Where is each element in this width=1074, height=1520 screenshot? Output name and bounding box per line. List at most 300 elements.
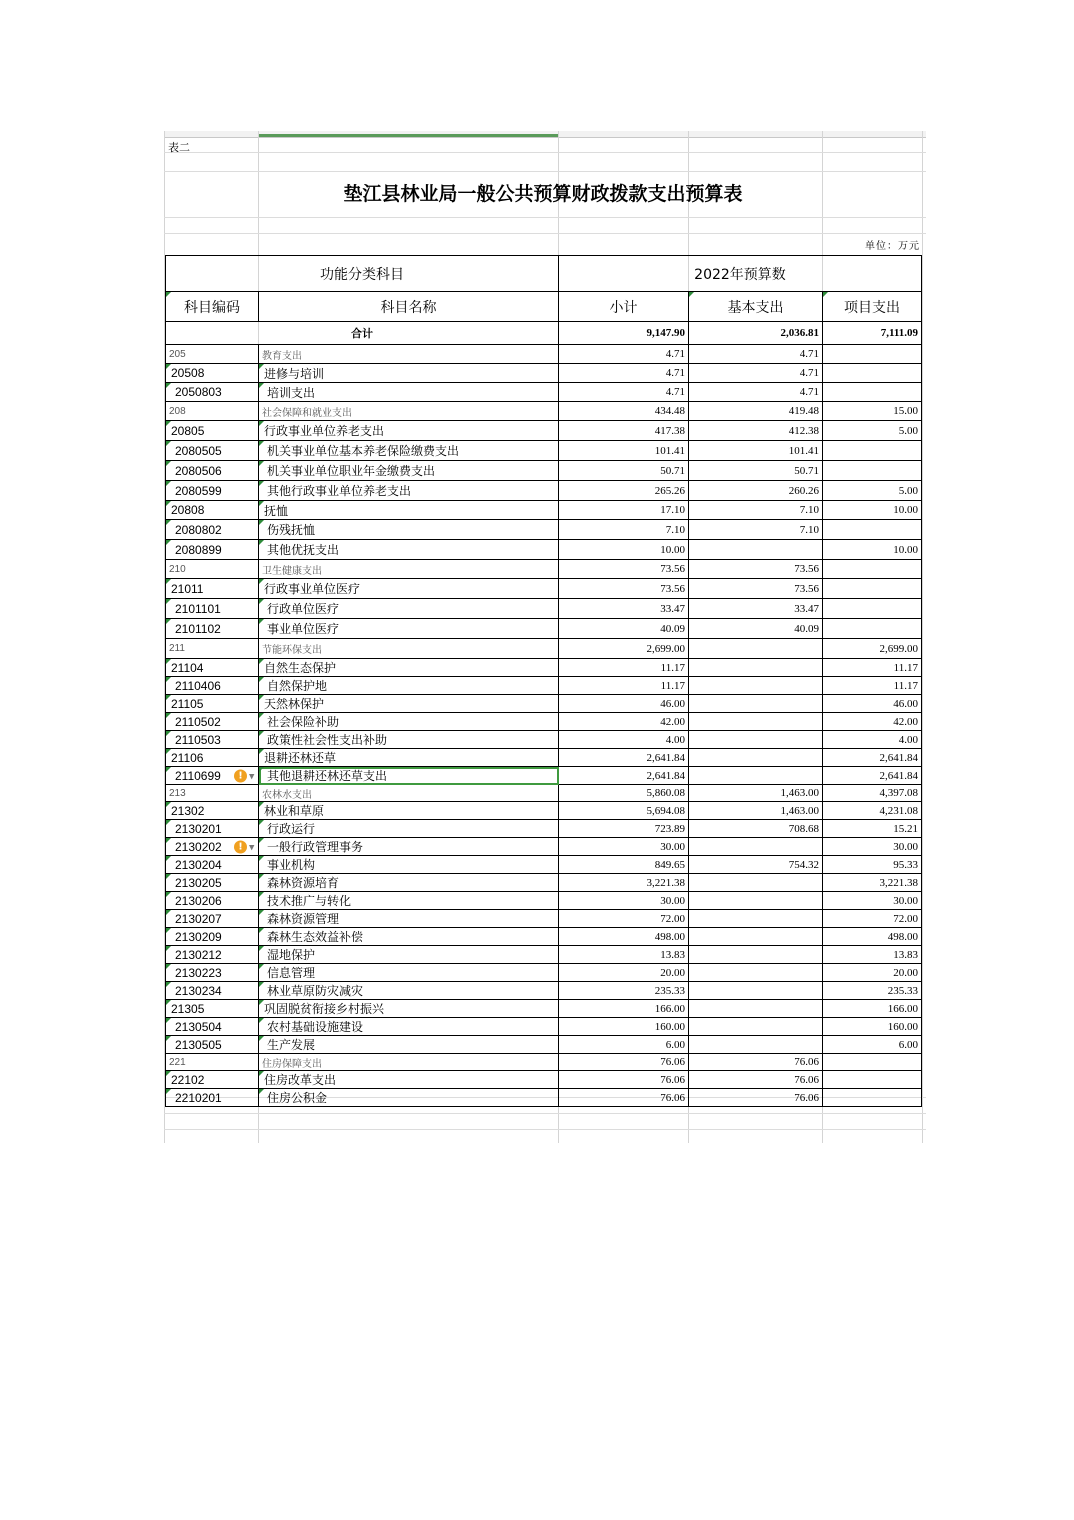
row-name[interactable] (259, 785, 559, 802)
row-code[interactable] (166, 520, 259, 540)
row-code[interactable] (166, 677, 259, 695)
row-code[interactable] (166, 1089, 259, 1107)
table-row[interactable] (166, 659, 922, 677)
gridline (922, 131, 923, 1143)
row-subtotal[interactable]: 434.48 (559, 402, 689, 421)
row-code[interactable] (166, 695, 259, 713)
row-project[interactable] (823, 579, 922, 599)
table-row[interactable] (166, 579, 922, 599)
row-project[interactable]: 6.00 (823, 1036, 922, 1054)
row-subtotal[interactable]: 723.89 (559, 820, 689, 838)
row-code[interactable] (166, 421, 259, 441)
row-name[interactable] (259, 639, 559, 659)
row-basic[interactable] (689, 639, 823, 659)
text-format-indicator (166, 767, 171, 772)
row-project[interactable]: 13.83 (823, 946, 922, 964)
row-project[interactable]: 235.33 (823, 982, 922, 1000)
row-name[interactable] (259, 1071, 559, 1089)
table-row[interactable] (166, 481, 922, 501)
row-name[interactable] (259, 713, 559, 731)
row-basic[interactable] (689, 767, 823, 785)
row-basic[interactable] (689, 731, 823, 749)
chevron-down-icon[interactable]: ▼ (249, 843, 255, 851)
row-project[interactable]: 166.00 (823, 1000, 922, 1018)
total-label: 合计 (166, 322, 559, 345)
row-code[interactable] (166, 481, 259, 501)
row-code-text: 21305 (171, 1001, 205, 1016)
row-basic[interactable] (689, 659, 823, 677)
row-basic[interactable]: 4.71 (689, 383, 823, 402)
text-format-indicator (259, 1071, 264, 1076)
row-project[interactable]: 160.00 (823, 1018, 922, 1036)
row-subtotal[interactable]: 40.09 (559, 619, 689, 639)
warning-icon[interactable] (234, 769, 256, 782)
row-project[interactable] (823, 1054, 922, 1071)
table-row[interactable] (166, 441, 922, 461)
row-basic[interactable] (689, 946, 823, 964)
row-basic[interactable]: 4.71 (689, 364, 823, 383)
row-name-text: 行政单位医疗 (267, 602, 340, 616)
row-subtotal[interactable]: 7.10 (559, 520, 689, 540)
row-subtotal[interactable]: 11.17 (559, 659, 689, 677)
row-name-text: 生产发展 (267, 1038, 316, 1052)
row-project[interactable]: 3,221.38 (823, 874, 922, 892)
row-basic[interactable]: 33.47 (689, 599, 823, 619)
text-format-indicator (259, 874, 264, 879)
total-basic: 2,036.81 (689, 322, 823, 345)
row-subtotal[interactable]: 33.47 (559, 599, 689, 619)
table-row[interactable] (166, 910, 922, 928)
row-name[interactable] (259, 802, 559, 820)
row-code[interactable] (166, 910, 259, 928)
row-basic[interactable] (689, 677, 823, 695)
row-name[interactable] (259, 383, 559, 402)
row-subtotal[interactable]: 13.83 (559, 946, 689, 964)
row-name[interactable] (259, 599, 559, 619)
row-code[interactable] (166, 560, 259, 579)
text-format-indicator (166, 910, 171, 915)
row-code[interactable] (166, 599, 259, 619)
budget-group-header: 2022年预算数 (559, 256, 922, 292)
table-row[interactable] (166, 520, 922, 540)
table-row[interactable] (166, 383, 922, 402)
text-format-indicator (259, 820, 264, 825)
text-format-indicator (166, 731, 171, 736)
row-subtotal[interactable]: 3,221.38 (559, 874, 689, 892)
row-code[interactable] (166, 441, 259, 461)
row-subtotal[interactable]: 265.26 (559, 481, 689, 501)
row-project[interactable] (823, 560, 922, 579)
col-header-project: 项目支出 (823, 292, 922, 322)
row-code[interactable] (166, 928, 259, 946)
row-name[interactable] (259, 659, 559, 677)
row-name[interactable] (259, 579, 559, 599)
row-subtotal[interactable]: 417.38 (559, 421, 689, 441)
row-name[interactable] (259, 520, 559, 540)
row-subtotal[interactable]: 20.00 (559, 964, 689, 982)
row-code[interactable] (166, 461, 259, 481)
row-basic[interactable]: 260.26 (689, 481, 823, 501)
row-name-text: 节能环保支出 (262, 645, 322, 656)
row-name[interactable] (259, 1054, 559, 1071)
table-row[interactable] (166, 1071, 922, 1089)
row-subtotal[interactable]: 46.00 (559, 695, 689, 713)
row-project[interactable] (823, 1071, 922, 1089)
row-name[interactable] (259, 767, 559, 785)
row-name[interactable] (259, 856, 559, 874)
table-row[interactable] (166, 1054, 922, 1071)
row-basic[interactable]: 76.06 (689, 1054, 823, 1071)
table-row[interactable] (166, 820, 922, 838)
row-project[interactable] (823, 441, 922, 461)
table-row[interactable] (166, 892, 922, 910)
text-format-indicator (259, 501, 264, 506)
row-basic[interactable]: 101.41 (689, 441, 823, 461)
text-format-indicator (259, 1018, 264, 1023)
row-code[interactable] (166, 820, 259, 838)
row-basic[interactable]: 412.38 (689, 421, 823, 441)
row-basic[interactable] (689, 540, 823, 560)
row-project[interactable]: 2,699.00 (823, 639, 922, 659)
row-project[interactable]: 15.21 (823, 820, 922, 838)
row-code-text: 2130504 (175, 1019, 222, 1034)
text-format-indicator (259, 731, 264, 736)
gridline (164, 152, 926, 153)
text-format-indicator (259, 910, 264, 915)
row-subtotal[interactable]: 166.00 (559, 1000, 689, 1018)
row-basic[interactable]: 76.06 (689, 1071, 823, 1089)
col-header-name: 科目名称 (259, 292, 559, 322)
row-project[interactable] (823, 619, 922, 639)
row-subtotal[interactable]: 4.71 (559, 383, 689, 402)
row-project[interactable] (823, 364, 922, 383)
row-name[interactable] (259, 964, 559, 982)
row-subtotal[interactable]: 5,694.08 (559, 802, 689, 820)
row-code[interactable] (166, 659, 259, 677)
row-name-text: 住房保障支出 (262, 1058, 322, 1070)
table-row[interactable] (166, 1018, 922, 1036)
row-code[interactable] (166, 402, 259, 421)
row-basic[interactable] (689, 749, 823, 767)
chevron-down-icon[interactable]: ▼ (249, 772, 255, 780)
row-code[interactable] (166, 892, 259, 910)
row-name[interactable] (259, 982, 559, 1000)
row-code-text: 208 (169, 405, 186, 417)
table-row[interactable] (166, 964, 922, 982)
row-subtotal[interactable]: 498.00 (559, 928, 689, 946)
row-code[interactable] (166, 785, 259, 802)
row-basic[interactable] (689, 892, 823, 910)
row-name[interactable] (259, 731, 559, 749)
page-title: 垫江县林业局一般公共预算财政拨款支出预算表 (343, 183, 743, 205)
col-header-subtotal: 小计 (559, 292, 689, 322)
table-row[interactable] (166, 461, 922, 481)
row-subtotal[interactable]: 5,860.08 (559, 785, 689, 802)
row-code[interactable] (166, 802, 259, 820)
table-row[interactable] (166, 874, 922, 892)
row-name[interactable] (259, 1018, 559, 1036)
row-code[interactable] (166, 540, 259, 560)
row-subtotal[interactable]: 50.71 (559, 461, 689, 481)
row-name[interactable] (259, 892, 559, 910)
row-subtotal[interactable]: 76.06 (559, 1089, 689, 1107)
row-code[interactable] (166, 383, 259, 402)
row-code[interactable] (166, 964, 259, 982)
row-subtotal[interactable]: 235.33 (559, 982, 689, 1000)
table-row[interactable] (166, 713, 922, 731)
table-row[interactable] (166, 1036, 922, 1054)
text-format-indicator (166, 579, 171, 584)
table-row[interactable] (166, 1000, 922, 1018)
row-project[interactable]: 498.00 (823, 928, 922, 946)
table-row[interactable] (166, 619, 922, 639)
row-project[interactable]: 46.00 (823, 695, 922, 713)
row-project[interactable]: 4,231.08 (823, 802, 922, 820)
row-basic[interactable]: 1,463.00 (689, 802, 823, 820)
col-header-code: 科目编码 (166, 292, 259, 322)
row-basic[interactable] (689, 982, 823, 1000)
row-name-text: 行政事业单位医疗 (264, 582, 361, 596)
row-name[interactable] (259, 1089, 559, 1107)
table-row[interactable] (166, 421, 922, 441)
table-row[interactable] (166, 838, 922, 856)
row-project[interactable]: 4,397.08 (823, 785, 922, 802)
row-project[interactable]: 5.00 (823, 481, 922, 501)
row-code-text: 2130202 (175, 839, 222, 854)
row-name[interactable] (259, 1000, 559, 1018)
table-row[interactable] (166, 749, 922, 767)
row-project[interactable]: 72.00 (823, 910, 922, 928)
row-code[interactable] (166, 1000, 259, 1018)
text-format-indicator (166, 540, 171, 545)
row-project[interactable]: 30.00 (823, 838, 922, 856)
row-subtotal[interactable]: 2,641.84 (559, 749, 689, 767)
row-project[interactable]: 20.00 (823, 964, 922, 982)
table-row[interactable] (166, 785, 922, 802)
row-subtotal[interactable]: 2,699.00 (559, 639, 689, 659)
row-name[interactable] (259, 501, 559, 520)
row-project[interactable] (823, 1089, 922, 1107)
row-basic[interactable]: 708.68 (689, 820, 823, 838)
row-name[interactable] (259, 838, 559, 856)
row-basic[interactable]: 7.10 (689, 501, 823, 520)
row-subtotal[interactable]: 4.71 (559, 364, 689, 383)
text-format-indicator (166, 501, 171, 506)
row-subtotal[interactable]: 4.00 (559, 731, 689, 749)
table-row[interactable] (166, 560, 922, 579)
row-subtotal[interactable]: 73.56 (559, 560, 689, 579)
row-subtotal[interactable]: 160.00 (559, 1018, 689, 1036)
row-basic[interactable] (689, 964, 823, 982)
row-code[interactable] (166, 749, 259, 767)
row-project[interactable]: 11.17 (823, 677, 922, 695)
row-project[interactable]: 95.33 (823, 856, 922, 874)
row-name[interactable] (259, 441, 559, 461)
row-basic[interactable] (689, 713, 823, 731)
row-subtotal[interactable]: 4.71 (559, 345, 689, 364)
table-row[interactable] (166, 345, 922, 364)
row-basic[interactable] (689, 910, 823, 928)
row-name[interactable] (259, 364, 559, 383)
table-row[interactable] (166, 731, 922, 749)
row-basic[interactable]: 50.71 (689, 461, 823, 481)
warning-icon[interactable] (234, 840, 256, 853)
row-basic[interactable] (689, 1036, 823, 1054)
row-name-text: 退耕还林还草 (264, 751, 337, 765)
table-row[interactable] (166, 695, 922, 713)
row-basic[interactable] (689, 1000, 823, 1018)
table-row[interactable] (166, 639, 922, 659)
table-row[interactable] (166, 928, 922, 946)
row-code[interactable] (166, 1054, 259, 1071)
row-project[interactable]: 2,641.84 (823, 767, 922, 785)
row-name[interactable] (259, 874, 559, 892)
row-project[interactable]: 5.00 (823, 421, 922, 441)
row-code[interactable] (166, 1071, 259, 1089)
text-format-indicator (259, 677, 264, 682)
row-subtotal[interactable]: 849.65 (559, 856, 689, 874)
row-basic[interactable]: 73.56 (689, 560, 823, 579)
row-project[interactable]: 10.00 (823, 540, 922, 560)
row-name[interactable] (259, 1036, 559, 1054)
row-code[interactable] (166, 982, 259, 1000)
row-name[interactable] (259, 481, 559, 501)
row-basic[interactable]: 754.32 (689, 856, 823, 874)
row-name[interactable] (259, 540, 559, 560)
row-project[interactable]: 4.00 (823, 731, 922, 749)
row-project[interactable]: 2,641.84 (823, 749, 922, 767)
row-subtotal[interactable]: 42.00 (559, 713, 689, 731)
row-subtotal[interactable]: 72.00 (559, 910, 689, 928)
row-code-text: 2130212 (175, 947, 222, 962)
row-basic[interactable] (689, 874, 823, 892)
row-basic[interactable]: 40.09 (689, 619, 823, 639)
table-row[interactable] (166, 599, 922, 619)
row-code-text: 2080599 (175, 483, 222, 498)
row-subtotal[interactable]: 76.06 (559, 1071, 689, 1089)
row-subtotal[interactable]: 30.00 (559, 892, 689, 910)
row-name[interactable] (259, 695, 559, 713)
row-basic[interactable] (689, 1018, 823, 1036)
table-row[interactable] (166, 677, 922, 695)
row-code[interactable] (166, 874, 259, 892)
text-format-indicator (259, 767, 264, 772)
row-basic[interactable]: 1,463.00 (689, 785, 823, 802)
row-subtotal[interactable]: 17.10 (559, 501, 689, 520)
row-name[interactable] (259, 402, 559, 421)
row-name[interactable] (259, 345, 559, 364)
row-subtotal[interactable]: 10.00 (559, 540, 689, 560)
row-project[interactable]: 42.00 (823, 713, 922, 731)
row-subtotal[interactable]: 11.17 (559, 677, 689, 695)
row-code[interactable] (166, 1018, 259, 1036)
table-row[interactable] (166, 402, 922, 421)
table-row[interactable] (166, 1089, 922, 1107)
row-code[interactable] (166, 364, 259, 383)
row-project[interactable] (823, 461, 922, 481)
table-row[interactable] (166, 982, 922, 1000)
row-name[interactable] (259, 619, 559, 639)
row-code[interactable] (166, 345, 259, 364)
row-subtotal[interactable]: 6.00 (559, 1036, 689, 1054)
row-code[interactable] (166, 713, 259, 731)
row-code[interactable] (166, 579, 259, 599)
row-project[interactable]: 11.17 (823, 659, 922, 677)
row-basic[interactable] (689, 838, 823, 856)
row-project[interactable]: 10.00 (823, 501, 922, 520)
text-format-indicator (259, 461, 264, 466)
table-row[interactable] (166, 767, 922, 785)
row-basic[interactable] (689, 928, 823, 946)
row-name-text: 信息管理 (267, 966, 316, 980)
row-basic[interactable]: 7.10 (689, 520, 823, 540)
row-name[interactable] (259, 928, 559, 946)
row-name[interactable] (259, 820, 559, 838)
row-project[interactable]: 15.00 (823, 402, 922, 421)
row-name[interactable] (259, 421, 559, 441)
row-code[interactable] (166, 1036, 259, 1054)
row-code[interactable] (166, 767, 259, 785)
row-name[interactable] (259, 677, 559, 695)
row-code[interactable] (166, 619, 259, 639)
row-subtotal[interactable]: 73.56 (559, 579, 689, 599)
row-subtotal[interactable]: 2,641.84 (559, 767, 689, 785)
table-row[interactable] (166, 946, 922, 964)
row-code-text: 21011 (171, 581, 204, 596)
row-project[interactable]: 30.00 (823, 892, 922, 910)
row-project[interactable] (823, 345, 922, 364)
row-name-text: 政策性社会性支出补助 (267, 733, 388, 747)
row-basic[interactable]: 4.71 (689, 345, 823, 364)
row-subtotal[interactable]: 101.41 (559, 441, 689, 461)
row-name[interactable] (259, 910, 559, 928)
row-code[interactable] (166, 731, 259, 749)
gridline (164, 1113, 926, 1114)
row-code[interactable] (166, 856, 259, 874)
row-basic[interactable]: 73.56 (689, 579, 823, 599)
row-name[interactable] (259, 461, 559, 481)
row-basic[interactable] (689, 695, 823, 713)
row-name-text: 卫生健康支出 (262, 565, 322, 577)
table-row[interactable] (166, 540, 922, 560)
row-code-text: 2080802 (175, 522, 222, 537)
row-code[interactable] (166, 501, 259, 520)
row-project[interactable] (823, 383, 922, 402)
row-name[interactable] (259, 946, 559, 964)
table-row[interactable] (166, 364, 922, 383)
row-name[interactable] (259, 560, 559, 579)
col-header-basic: 基本支出 (689, 292, 823, 322)
row-project[interactable] (823, 520, 922, 540)
table-row[interactable] (166, 802, 922, 820)
row-basic[interactable]: 419.48 (689, 402, 823, 421)
row-code[interactable] (166, 639, 259, 659)
row-subtotal[interactable]: 76.06 (559, 1054, 689, 1071)
table-row[interactable] (166, 856, 922, 874)
row-project[interactable] (823, 599, 922, 619)
row-name[interactable] (259, 749, 559, 767)
row-code[interactable] (166, 838, 259, 856)
row-code[interactable] (166, 946, 259, 964)
row-basic[interactable]: 76.06 (689, 1089, 823, 1107)
column-header-strip[interactable] (164, 131, 926, 138)
row-subtotal[interactable]: 30.00 (559, 838, 689, 856)
table-row[interactable] (166, 501, 922, 520)
text-format-indicator (259, 520, 264, 525)
text-format-indicator (166, 749, 171, 754)
row-name-text: 教育支出 (262, 350, 302, 362)
total-project: 7,111.09 (823, 322, 922, 345)
